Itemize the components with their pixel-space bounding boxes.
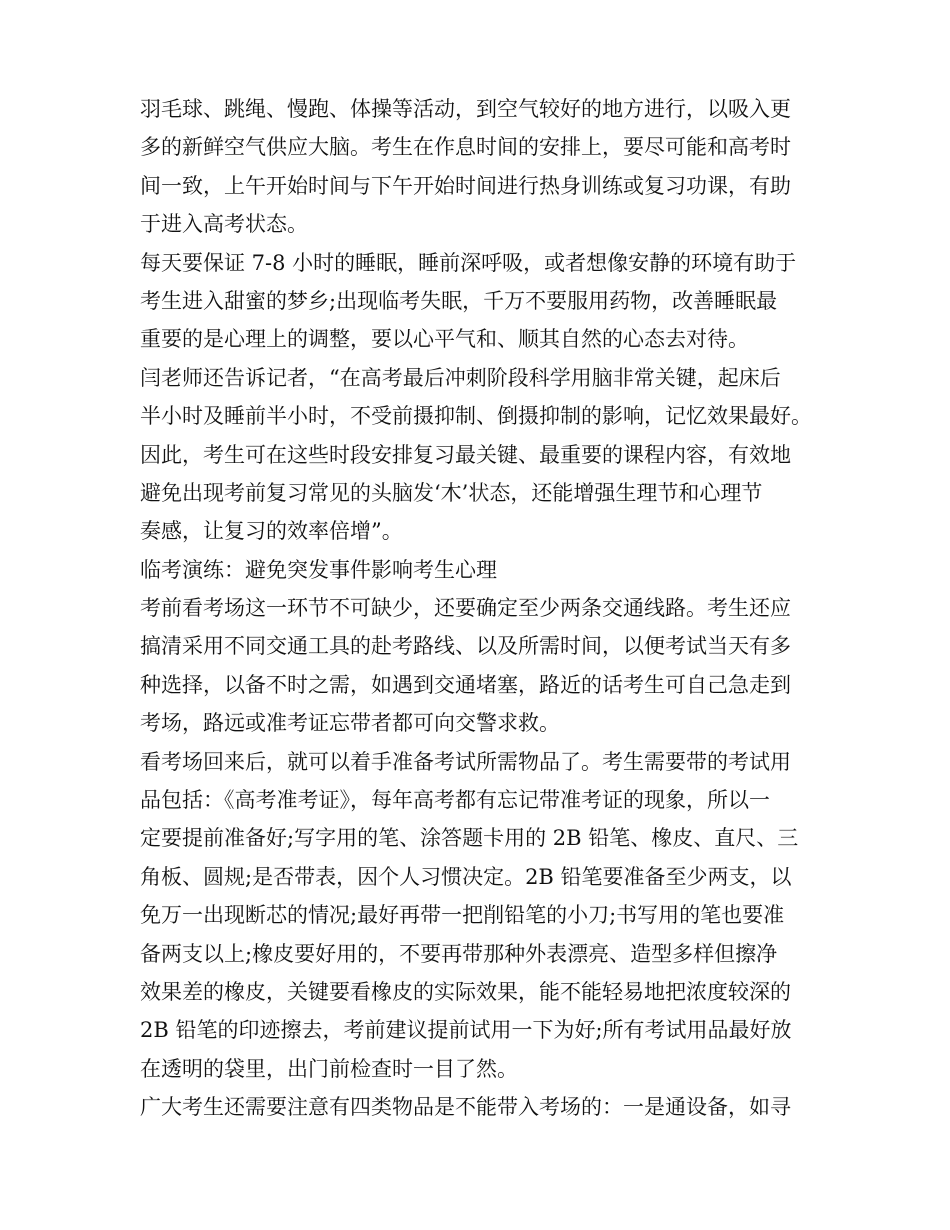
text-line: 重要的是心理上的调整，要以心平气和、顺其自然的心态去对待。: [140, 327, 749, 352]
text-line: 搞清采用不同交通工具的赴考路线、以及所需时间，以便考试当天有多: [140, 634, 791, 659]
text-line: 定要提前准备好;写字用的笔、涂答题卡用的 2B 铅笔、橡皮、直尺、三: [140, 826, 799, 851]
text-line: 奏感，让复习的效率倍增”。: [140, 519, 403, 544]
text-line: 看考场回来后，就可以着手准备考试所需物品了。考生需要带的考试用: [140, 749, 791, 774]
document-body: [140, 90, 820, 1127]
text-line: 避免出现考前复习常见的头脑发‘木’状态，还能增强生理节和心理节: [140, 480, 763, 505]
text-line: 免万一出现断芯的情况;最好再带一把削铅笔的小刀;书写用的笔也要准: [140, 903, 785, 928]
text-line: 羽毛球、跳绳、慢跑、体操等活动，到空气较好的地方进行，以吸入更: [140, 97, 791, 121]
text-line: 广大考生还需要注意有四类物品是不能带入考场的：一是通设备，如寻: [140, 1095, 791, 1120]
text-line: 考生进入甜蜜的梦乡;出现临考失眠，千万不要服用药物，改善睡眠最: [140, 288, 778, 313]
text-line: 因此，考生可在这些时段安排复习最关键、最重要的课程内容，有效地: [140, 442, 791, 467]
text-line: 效果差的橡皮，关键要看橡皮的实际效果，能不能轻易地把浓度较深的: [140, 979, 791, 1004]
text-line: 种选择，以备不时之需，如遇到交通堵塞，路近的话考生可自己急走到: [140, 672, 791, 697]
text-line: 备两支以上;橡皮要好用的，不要再带那种外表漂亮、造型多样但擦净: [140, 941, 778, 966]
text-line: 间一致，上午开始时间与下午开始时间进行热身训练或复习功课，有助: [140, 173, 791, 198]
text-line: 考前看考场这一环节不可缺少，还要确定至少两条交通线路。考生还应: [140, 596, 791, 621]
text-line: 每天要保证 7-8 小时的睡眠，睡前深呼吸，或者想像安静的环境有助于: [140, 250, 797, 275]
text-line: 多的新鲜空气供应大脑。考生在作息时间的安排上，要尽可能和高考时: [140, 135, 791, 160]
section-heading: 临考演练：避免突发事件影响考生心理: [140, 557, 497, 582]
text-line: 在透明的袋里，出门前检查时一目了然。: [140, 1056, 518, 1081]
text-line: 角板、圆规;是否带表，因个人习惯决定。2B 铅笔要准备至少两支，以: [140, 864, 792, 889]
text-line: 半小时及睡前半小时，不受前摄抑制、倒摄抑制的影响，记忆效果最好。: [140, 404, 812, 429]
text-line: 考场，路远或准考证忘带者都可向交警求救。: [140, 711, 560, 736]
text-line: 于进入高考状态。: [140, 212, 308, 237]
text-line: 2B 铅笔的印迹擦去，考前建议提前试用一下为好;所有考试用品最好放: [140, 1018, 792, 1043]
text-line: 闫老师还告诉记者，“在高考最后冲刺阶段科学用脑非常关键，起床后: [140, 365, 781, 390]
text-line: 品包括：《高考准考证》，每年高考都有忘记带准考证的现象，所以一: [140, 788, 770, 813]
